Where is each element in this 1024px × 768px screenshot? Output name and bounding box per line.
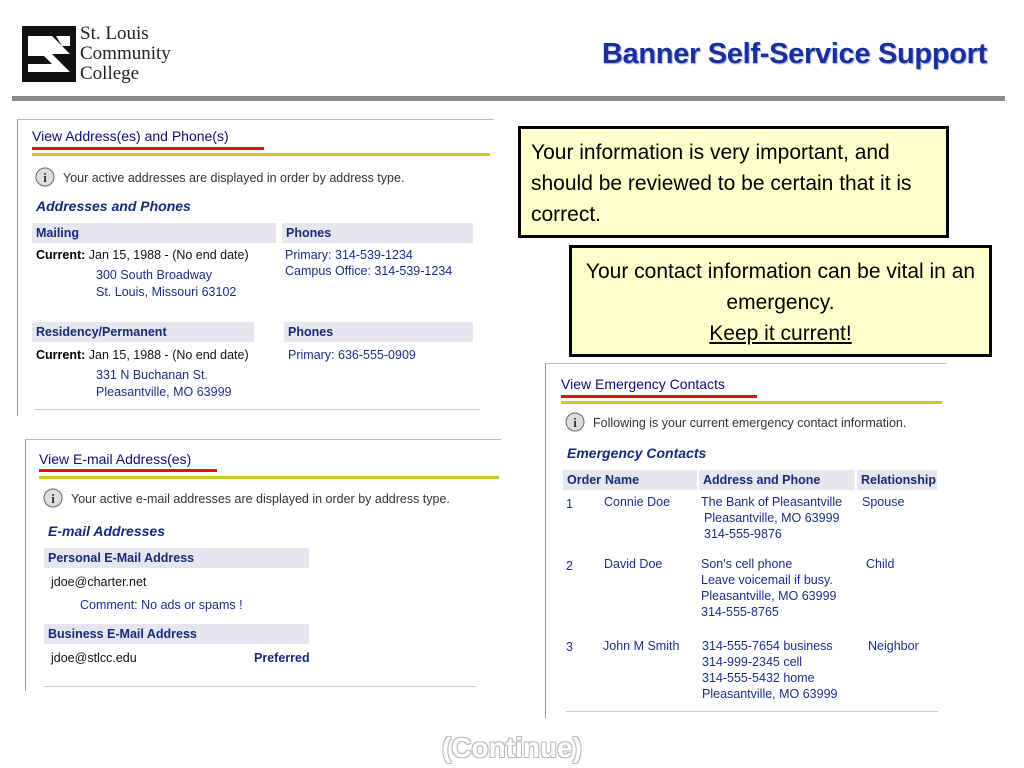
svg-text:i: i	[51, 491, 55, 506]
phone-primary: Primary: 636-555-0909	[288, 348, 416, 362]
college-logo-icon	[22, 26, 76, 82]
address-city: Pleasantville, MO 63999	[96, 385, 232, 399]
title-red-underline	[561, 395, 757, 398]
contact-address-line: Pleasantville, MO 63999	[704, 511, 840, 525]
slide-title: Banner Self-Service Support	[601, 38, 987, 70]
addresses-phones-heading: Addresses and Phones	[36, 198, 191, 214]
keep-current-text: Keep it current!	[709, 322, 852, 345]
importance-callout: Your information is very important, and should be reviewed to be certain that it is correct.	[518, 126, 949, 238]
phone-primary: Primary: 314-539-1234	[285, 248, 413, 262]
preferred-flag: Preferred	[254, 651, 310, 665]
contact-order: 3	[566, 640, 573, 654]
info-icon	[34, 167, 56, 189]
logo-line: College	[80, 63, 140, 84]
college-logo-text	[80, 24, 171, 84]
business-email-value: jdoe@stlcc.edu	[51, 651, 137, 665]
header-divider	[12, 96, 1005, 101]
info-icon	[42, 488, 64, 510]
phone-campus-office: Campus Office: 314-539-1234	[285, 264, 453, 278]
contact-address-line: Pleasantville, MO 63999	[702, 687, 838, 701]
address-type-header: Residency/Permanent	[32, 322, 254, 342]
emergency-contacts-heading: Emergency Contacts	[567, 445, 707, 461]
contact-address-line: Pleasantville, MO 63999	[701, 589, 837, 603]
title-red-underline	[39, 469, 217, 472]
title-red-underline	[32, 147, 264, 150]
panel-bottom-rule	[34, 409, 480, 410]
continue-label: (Continue)	[442, 732, 582, 763]
current-label: Current:	[36, 248, 86, 262]
address-type-header: Mailing	[32, 223, 276, 243]
emergency-info-text: Following is your current emergency contact information.	[593, 416, 907, 430]
contact-address-line: 314-555-8765	[701, 605, 779, 619]
phones-header: Phones	[284, 322, 473, 342]
contact-address-line: Son's cell phone	[701, 557, 793, 571]
phones-header: Phones	[282, 223, 473, 243]
panel-bottom-rule	[566, 711, 938, 712]
address-street: 331 N Buchanan St.	[96, 368, 208, 382]
email-panel-title[interactable]: View E-mail Address(es)	[39, 451, 192, 467]
business-email-header: Business E-Mail Address	[44, 624, 309, 644]
email-info-text: Your active e-mail addresses are displayed in order by address type.	[71, 492, 450, 506]
contact-relationship: Neighbor	[868, 639, 919, 653]
contact-name: John M Smith	[603, 639, 680, 653]
title-yellow-rule	[32, 153, 490, 156]
emergency-callout-text: Your contact information can be vital in an emergency.	[585, 260, 976, 314]
personal-email-header: Personal E-Mail Address	[44, 548, 309, 568]
emergency-callout	[569, 245, 992, 357]
address-street: 300 South Broadway	[96, 268, 213, 282]
contact-order: 2	[566, 559, 573, 573]
logo-line: Community	[80, 43, 171, 64]
personal-email-value: jdoe@charter.net	[51, 575, 147, 589]
email-panel	[25, 439, 501, 691]
current-label: Current:	[36, 348, 86, 362]
contact-name: David Doe	[604, 557, 663, 571]
contact-name: Connie Doe	[604, 495, 671, 509]
address-panel-title[interactable]: View Address(es) and Phone(s)	[32, 128, 229, 144]
svg-text:i: i	[43, 170, 47, 185]
address-dates: Jan 15, 1988 - (No end date)	[88, 348, 249, 362]
contact-address-line: 314-999-2345 cell	[702, 655, 803, 669]
title-yellow-rule	[39, 476, 499, 479]
emergency-contacts-panel	[545, 363, 946, 718]
panel-bottom-rule	[44, 686, 476, 687]
address-city: St. Louis, Missouri 63102	[96, 285, 237, 299]
address-info-text: Your active addresses are displayed in order by address type.	[63, 171, 405, 185]
contact-relationship: Child	[866, 557, 895, 571]
contact-address-line: 314-555-5432 home	[702, 671, 815, 685]
column-header-address-phone: Address and Phone	[699, 470, 855, 490]
contact-address-line: Leave voicemail if busy.	[701, 573, 833, 587]
contact-order: 1	[566, 497, 573, 511]
contact-address-line: 314-555-7654 business	[702, 639, 833, 653]
column-header-order: Order	[563, 470, 601, 490]
column-header-name: Name	[601, 470, 697, 490]
contact-address-line: The Bank of Pleasantville	[701, 495, 843, 509]
logo-line: St. Louis	[80, 23, 149, 44]
info-icon	[564, 412, 586, 434]
contact-relationship: Spouse	[862, 495, 905, 509]
emergency-panel-title[interactable]: View Emergency Contacts	[561, 376, 725, 392]
address-dates: Jan 15, 1988 - (No end date)	[88, 248, 249, 262]
personal-email-comment: Comment: No ads or spams !	[80, 598, 243, 612]
column-header-relationship: Relationship	[857, 470, 937, 490]
email-addresses-heading: E-mail Addresses	[48, 523, 165, 539]
svg-text:i: i	[573, 415, 577, 430]
contact-address-line: 314-555-9876	[704, 527, 782, 541]
title-yellow-rule	[561, 401, 942, 404]
address-phone-panel	[17, 119, 494, 416]
